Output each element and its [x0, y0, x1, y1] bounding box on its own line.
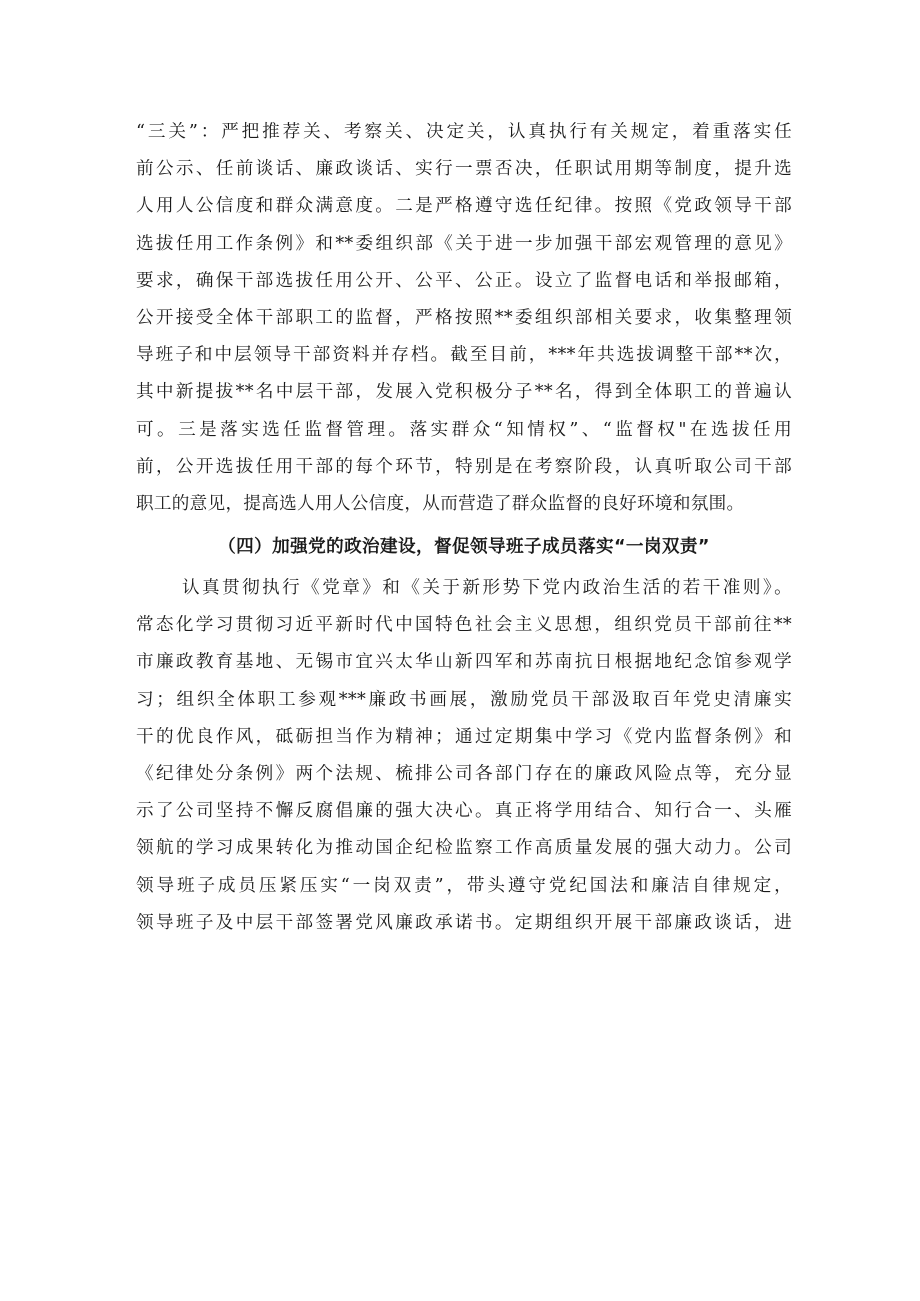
text-line: 《纪律处分条例》两个法规、梳排公司各部门存在的廉政风险点等，充分显	[136, 764, 792, 784]
text-line: 干的优良作风，砥砺担当作为精神；通过定期集中学习《党内监督条例》和	[136, 726, 792, 747]
text-line: 市廉政教育基地、无锡市宜兴太华山新四军和苏南抗日根据地纪念馆参观学	[136, 652, 792, 673]
text-line: 认真贯彻执行《党章》和《关于新形势下党内政治生活的若干准则》。	[182, 578, 792, 599]
document-body	[136, 114, 792, 942]
text-line: 职工的意见，提高选人用人公信度，从而营造了群众监督的良好环境和氛围。	[136, 493, 745, 514]
text-line: 习；组织全体职工参观***廉政书画展，激励党员干部汲取百年党史清廉实	[136, 689, 792, 710]
text-line: 前公示、任前谈话、廉政谈话、实行一票否决，任职试用期等制度，提升选	[136, 159, 792, 180]
text-line: 领航的学习成果转化为推动国企纪检监察工作高质量发展的强大动力。公司	[136, 838, 792, 859]
text-line: 前，公开选拔任用干部的每个环节，特别是在考察阶段，认真听取公司干部	[136, 456, 792, 477]
text-line: 其中新提拔**名中层干部，发展入党积极分子**名，得到全体职工的普遍认	[136, 382, 792, 403]
paragraph-1	[136, 114, 792, 523]
text-line: 常态化学习贯彻习近平新时代中国特色社会主义思想，组织党员干部前往**	[136, 615, 792, 636]
section-heading: （四）加强党的政治建设，督促领导班子成员落实“一岗双责”	[218, 537, 710, 558]
text-line: 人用人公信度和群众满意度。二是严格遵守选任纪律。按照《党政领导干部	[136, 196, 792, 217]
text-line: 导班子和中层领导干部资料并存档。截至目前，***年共选拔调整干部**次，	[136, 345, 792, 366]
text-line: 选拔任用工作条例》和**委组织部《关于进一步加强干部宏观管理的意见》	[136, 233, 792, 254]
text-line: 领导班子成员压紧压实“一岗双责”，带头遵守党纪国法和廉洁自律规定，	[136, 875, 792, 896]
text-line: “三关”：严把推荐关、考察关、决定关，认真执行有关规定，着重落实任	[136, 122, 792, 142]
text-line: 示了公司坚持不懈反腐倡廉的强大决心。真正将学用结合、知行合一、头雁	[136, 801, 792, 822]
text-line: 要求，确保干部选拔任用公开、公平、公正。设立了监督电话和举报邮箱，	[136, 270, 792, 291]
text-line: 领导班子及中层干部签署党风廉政承诺书。定期组织开展干部廉政谈话，进	[136, 912, 792, 933]
text-line: 可。三是落实选任监督管理。落实群众“知情权”、“监督权"在选拔任用	[136, 419, 792, 440]
text-line: 公开接受全体干部职工的监督，严格按照**委组织部相关要求，收集整理领	[136, 307, 792, 328]
paragraph-2	[136, 570, 792, 942]
